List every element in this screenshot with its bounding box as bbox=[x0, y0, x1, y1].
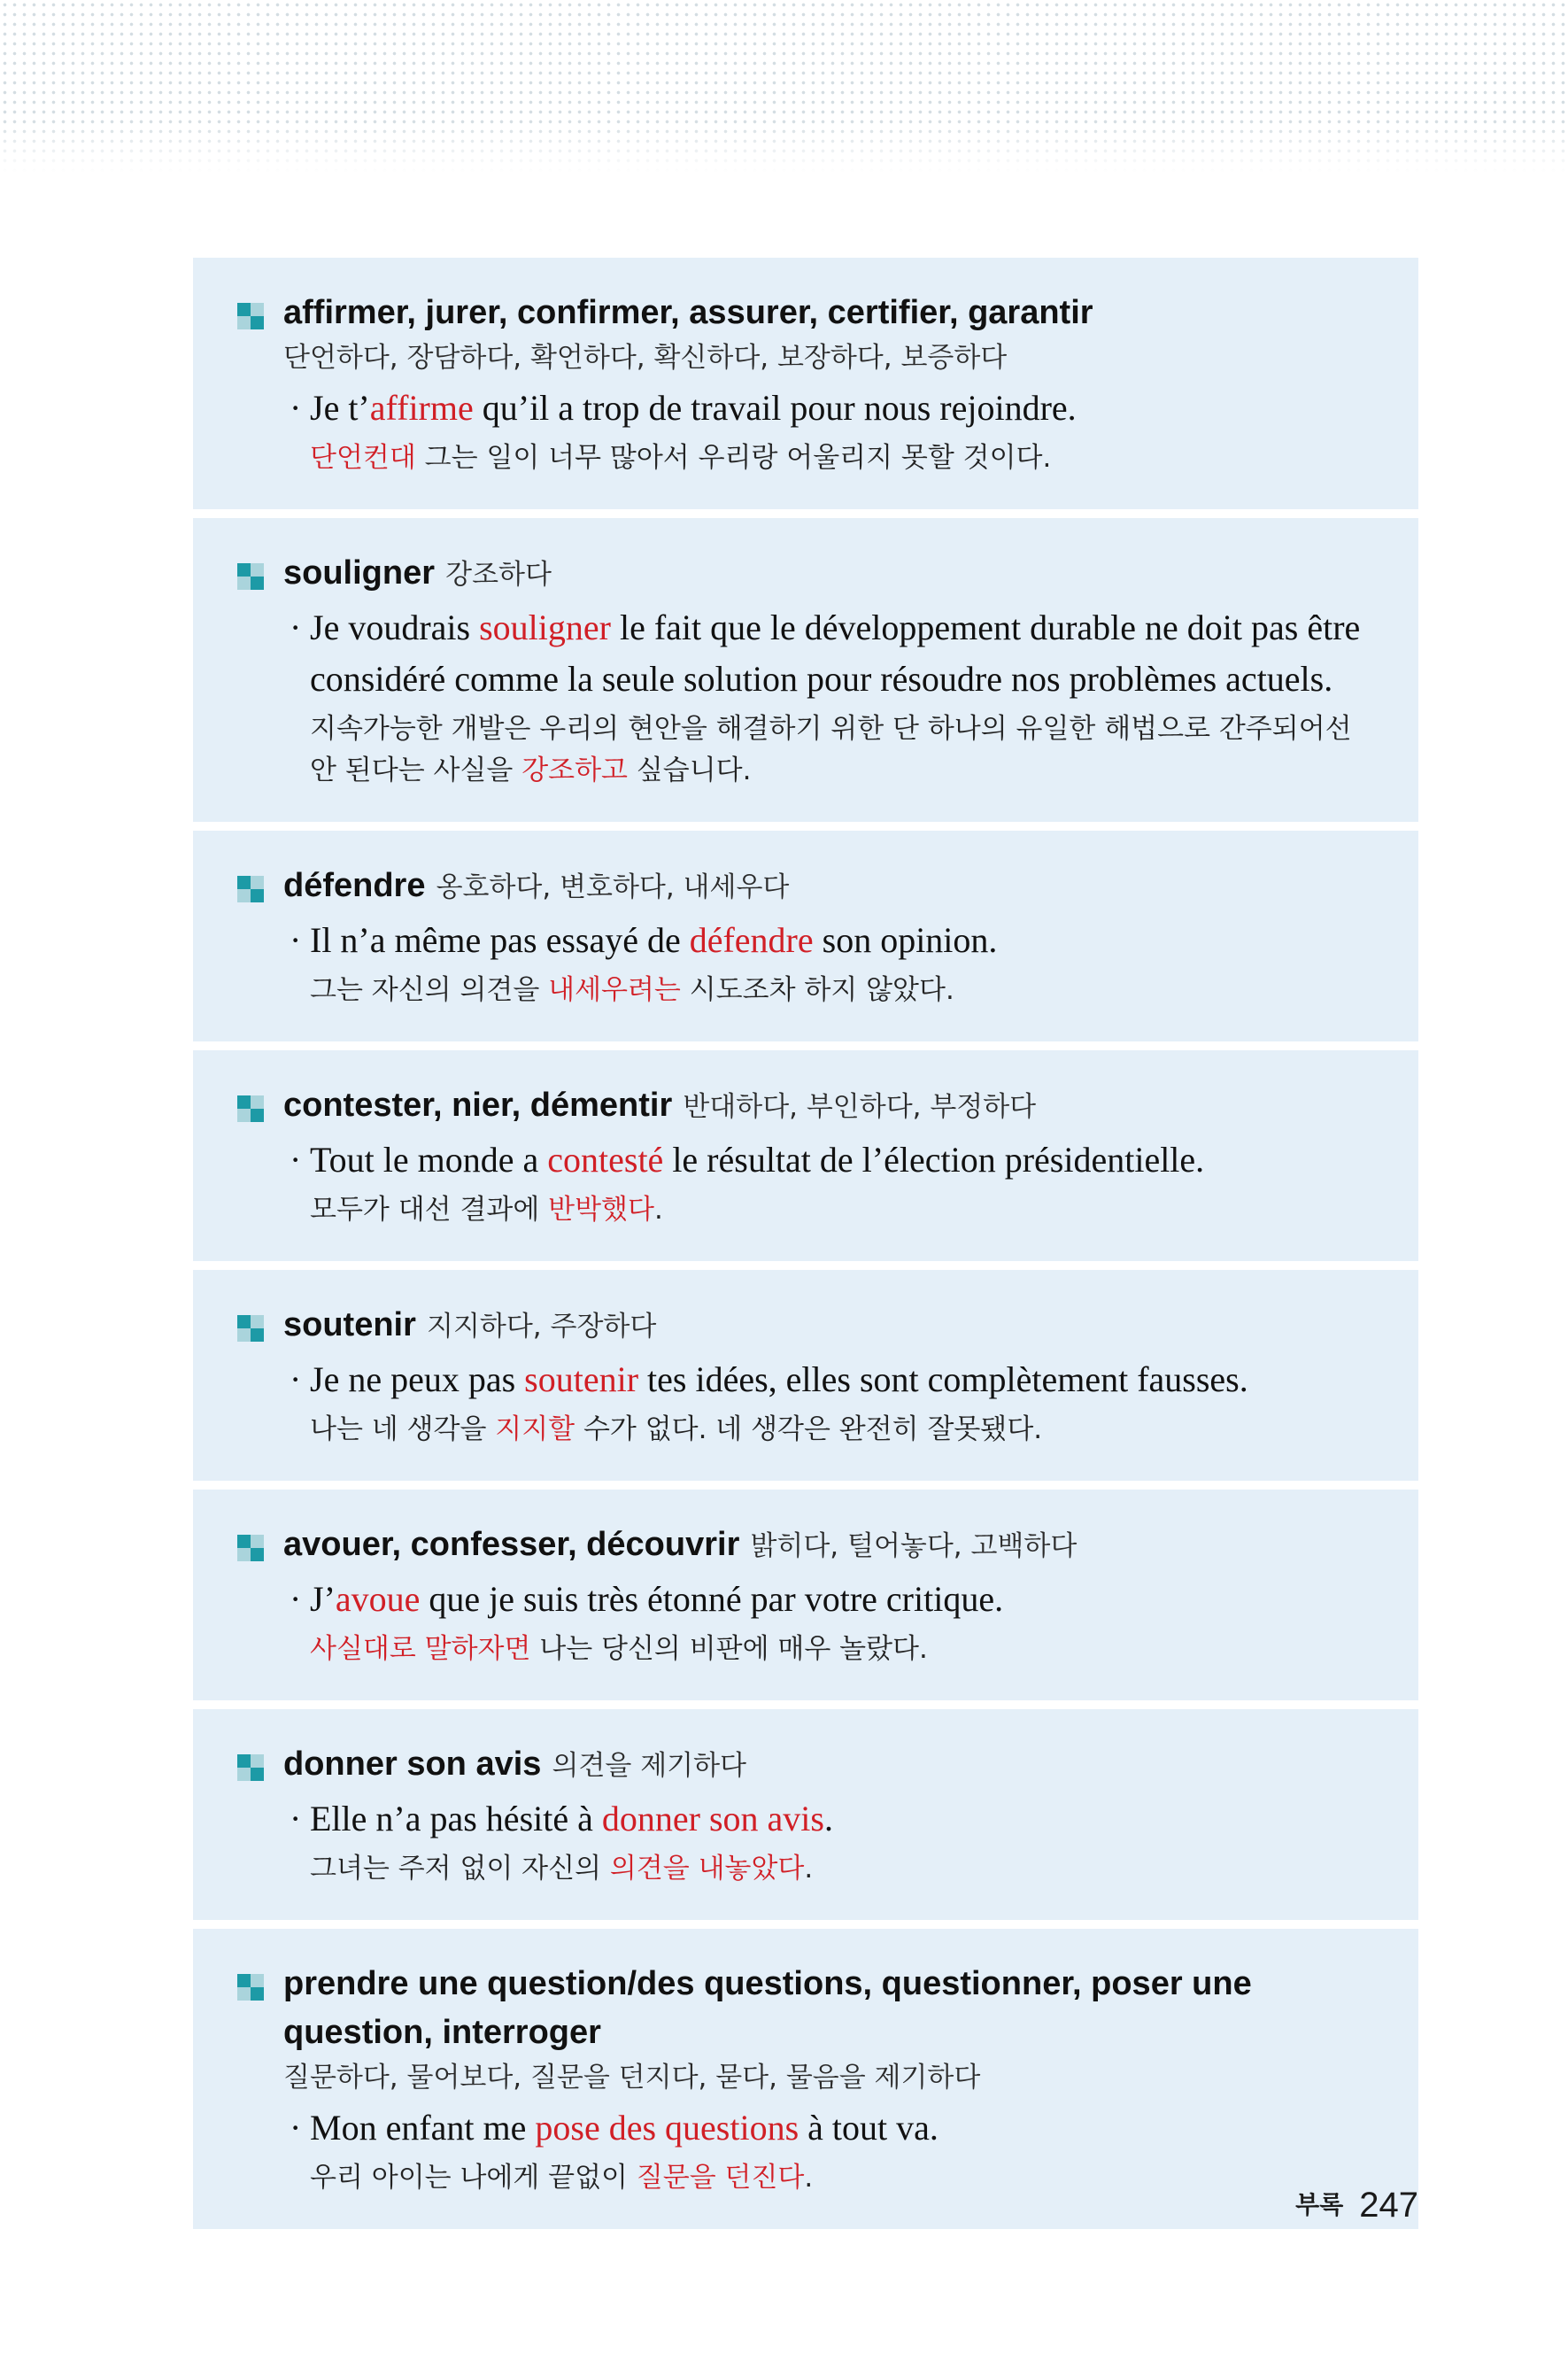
entry-meaning: 강조하다 bbox=[445, 559, 552, 591]
example-sentence: · Je voudrais souligner le fait que le développement durable ne doit pas être considéré comme la seule solution pour résoudre nos problèmes actuels. bbox=[237, 602, 1383, 705]
entry-term: contester, nier, démentir bbox=[283, 1087, 673, 1124]
entry-meaning: 밝히다, 털어놓다, 고백하다 bbox=[750, 1530, 1078, 1562]
example-translation: 모두가 대선 결과에 반박했다. bbox=[310, 1194, 663, 1226]
bullet-dot-icon: · bbox=[290, 1359, 302, 1399]
highlighted-word: affirme bbox=[369, 388, 474, 428]
entry-term: avouer, confesser, découvrir bbox=[283, 1526, 740, 1563]
example-translation: 사실대로 말하자면 나는 당신의 비판에 매우 놀랐다. bbox=[310, 1633, 928, 1665]
highlighted-word: soutenir bbox=[524, 1359, 639, 1399]
entry-term: affirmer, jurer, confirmer, assurer, certifier, garantir bbox=[283, 294, 1093, 331]
bullet-dot-icon: · bbox=[290, 1579, 302, 1619]
highlighted-translation: 반박했다 bbox=[548, 1194, 654, 1226]
highlighted-translation: 단언컨대 bbox=[310, 442, 416, 474]
example-translation: 그는 자신의 의견을 내세우려는 시도조차 하지 않았다. bbox=[310, 974, 954, 1006]
entry-meaning: 의견을 제기하다 bbox=[552, 1750, 746, 1782]
example-sentence: · Je ne peux pas soutenir tes idées, elles sont complètement fausses. bbox=[237, 1354, 1383, 1405]
entry-heading bbox=[237, 1080, 1383, 1131]
highlighted-translation: 내세우려는 bbox=[548, 974, 681, 1006]
vocabulary-list bbox=[193, 258, 1418, 2238]
highlighted-translation: 지지할 bbox=[495, 1413, 575, 1445]
example-translation: 그녀는 주저 없이 자신의 의견을 내놓았다. bbox=[310, 1853, 814, 1885]
vocab-entry bbox=[193, 831, 1418, 1041]
highlighted-translation: 강조하고 bbox=[521, 755, 628, 786]
entry-term: défendre bbox=[283, 867, 426, 904]
vocab-entry bbox=[193, 1929, 1418, 2229]
highlighted-word: donner son avis bbox=[601, 1799, 824, 1838]
page-number: 247 bbox=[1359, 2186, 1418, 2225]
vocab-entry bbox=[193, 258, 1418, 509]
vocab-entry bbox=[193, 1490, 1418, 1700]
square-bullet-icon bbox=[237, 876, 264, 902]
square-bullet-icon bbox=[237, 1754, 264, 1781]
entry-meaning: 반대하다, 부인하다, 부정하다 bbox=[683, 1091, 1037, 1123]
entry-heading bbox=[237, 1520, 1383, 1570]
square-bullet-icon bbox=[237, 1095, 264, 1122]
example-translation: 우리 아이는 나에게 끝없이 질문을 던진다. bbox=[310, 2162, 814, 2194]
square-bullet-icon bbox=[237, 303, 264, 329]
example-translation: 지속가능한 개발은 우리의 현안을 해결하기 위한 단 하나의 유일한 해법으로 간주되어선 안 된다는 사실을 강조하고 싶습니다. bbox=[310, 713, 1352, 786]
example-sentence: · J’avoue que je suis très étonné par votre critique. bbox=[237, 1574, 1383, 1625]
bullet-dot-icon: · bbox=[290, 1140, 302, 1180]
example-sentence: · Mon enfant me pose des questions à tout va. bbox=[237, 2102, 1383, 2154]
entry-meaning: 단언하다, 장담하다, 확언하다, 확신하다, 보장하다, 보증하다 bbox=[283, 342, 1008, 374]
vocab-entry bbox=[193, 1709, 1418, 1920]
entry-heading bbox=[237, 288, 1383, 337]
highlighted-translation: 질문을 던진다 bbox=[636, 2162, 805, 2194]
square-bullet-icon bbox=[237, 1535, 264, 1561]
entry-term: donner son avis bbox=[283, 1745, 542, 1783]
vocab-entry bbox=[193, 1270, 1418, 1481]
example-sentence: · Je t’affirme qu’il a trop de travail pour nous rejoindre. bbox=[237, 383, 1383, 434]
highlighted-translation: 사실대로 말하자면 bbox=[310, 1633, 531, 1665]
highlighted-word: pose des questions bbox=[535, 2108, 799, 2148]
entry-meaning: 옹호하다, 변호하다, 내세우다 bbox=[436, 871, 790, 903]
vocab-entry bbox=[193, 1050, 1418, 1261]
highlighted-word: avoue bbox=[335, 1579, 421, 1619]
page-footer bbox=[1295, 2186, 1418, 2225]
bullet-dot-icon: · bbox=[290, 920, 302, 960]
entry-meaning: 질문하다, 물어보다, 질문을 던지다, 묻다, 물음을 제기하다 bbox=[283, 2062, 981, 2094]
example-translation: 단언컨대 그는 일이 너무 많아서 우리랑 어울리지 못할 것이다. bbox=[310, 442, 1052, 474]
highlighted-translation: 의견을 내놓았다 bbox=[609, 1853, 805, 1885]
entry-meaning: 지지하다, 주장하다 bbox=[427, 1311, 657, 1343]
vocab-entry bbox=[193, 518, 1418, 822]
example-sentence: · Elle n’a pas hésité à donner son avis. bbox=[237, 1793, 1383, 1845]
entry-term: souligner bbox=[283, 554, 436, 592]
bullet-dot-icon: · bbox=[290, 1799, 302, 1838]
square-bullet-icon bbox=[237, 1974, 264, 2001]
entry-term: soutenir bbox=[283, 1306, 416, 1343]
bullet-dot-icon: · bbox=[290, 388, 302, 428]
entry-heading bbox=[237, 1739, 1383, 1790]
entry-heading bbox=[237, 1300, 1383, 1351]
section-label: 부록 bbox=[1295, 2190, 1344, 2219]
highlighted-word: défendre bbox=[689, 920, 814, 960]
example-sentence: · Il n’a même pas essayé de défendre son opinion. bbox=[237, 915, 1383, 966]
highlighted-word: contesté bbox=[547, 1140, 664, 1180]
entry-heading bbox=[237, 548, 1383, 599]
example-translation: 나는 네 생각을 지지할 수가 없다. 네 생각은 완전히 잘못됐다. bbox=[310, 1413, 1043, 1445]
square-bullet-icon bbox=[237, 563, 264, 590]
entry-heading bbox=[237, 861, 1383, 911]
bullet-dot-icon: · bbox=[290, 608, 302, 647]
square-bullet-icon bbox=[237, 1315, 264, 1342]
dotted-header-pattern bbox=[0, 0, 1568, 173]
highlighted-word: souligner bbox=[479, 608, 611, 647]
example-sentence: · Tout le monde a contesté le résultat de l’élection présidentielle. bbox=[237, 1134, 1383, 1186]
entry-heading bbox=[237, 1959, 1383, 2056]
bullet-dot-icon: · bbox=[290, 2108, 302, 2148]
entry-term: prendre une question/des questions, questionner, poser une question, interroger bbox=[283, 1965, 1252, 2051]
